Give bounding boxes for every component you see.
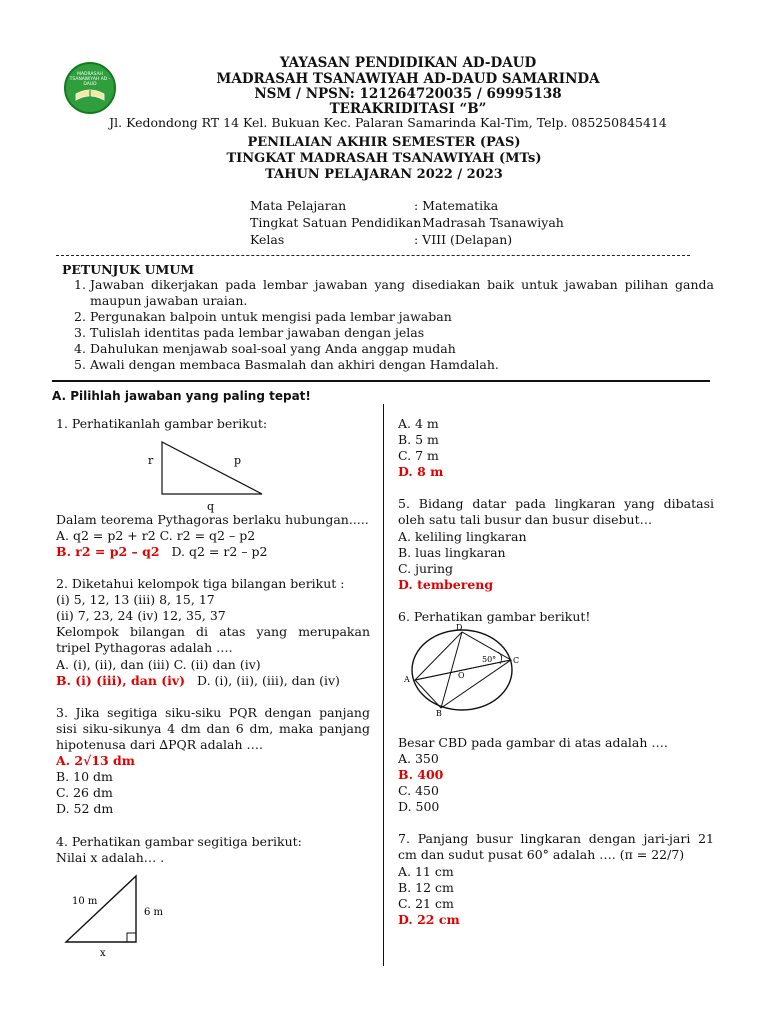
exam-title-3: TAHUN PELAJARAN 2022 / 2023 (265, 167, 503, 182)
info-value: : Matematika (414, 198, 499, 213)
q2-option-d: D. (i), (ii), (iii), dan (iv) (197, 673, 340, 688)
exam-title-2: TINGKAT MADRASAH TSANAWIYAH (MTs) (226, 151, 542, 166)
q6-stem: Besar CBD pada gambar di atas adalah …. (398, 735, 668, 750)
nsm-npsn: NSM / NPSN: 121264720035 / 69995138 (254, 86, 562, 102)
q5-stem: 5. Bidang datar pada lingkaran yang dibatasi oleh satu tali busur dan busur disebut… (398, 496, 714, 527)
instruction-item (74, 277, 714, 309)
q5-option-c: C. juring (398, 561, 454, 576)
q1-correct-answer: B. r2 = p2 – q2 (56, 544, 160, 559)
q1-prompt: 1. Perhatikanlah gambar berikut: (56, 416, 268, 431)
instruction-number: 1. (74, 277, 86, 292)
q1-label-q: q (207, 500, 215, 513)
q3-correct-answer: A. 2√13 dm (56, 753, 136, 768)
q4-label-hyp: 10 m (72, 896, 98, 907)
school-logo (64, 62, 116, 114)
info-label: Mata Pelajaran (250, 198, 347, 213)
q6-label-b: B (436, 709, 442, 716)
q2-prompt: 2. Diketahui kelompok tiga bilangan berikut : (56, 576, 345, 591)
q2-set-2: (ii) 7, 23, 24 (iv) 12, 35, 37 (56, 608, 226, 623)
q7-option-c: C. 21 cm (398, 896, 454, 911)
q6-label-d: D (456, 624, 463, 632)
instructions-heading: PETUNJUK UMUM (62, 262, 195, 277)
q4-option-b: B. 5 m (398, 432, 439, 447)
q7-stem: 7. Panjang busur lingkaran dengan jari-jari 21 cm dan sudut pusat 60° adalah …. (π = 22/7) (398, 831, 714, 862)
q4-option-c: C. 7 m (398, 448, 439, 463)
q7-correct-answer: D. 22 cm (398, 912, 460, 927)
book-icon (66, 64, 114, 112)
org-name: YAYASAN PENDIDIKAN AD-DAUD (279, 55, 537, 71)
q4-stem: Nilai x adalah… . (56, 850, 165, 865)
q6-prompt: 6. Perhatikan gambar berikut! (398, 609, 591, 624)
q2-options-bd (56, 673, 340, 689)
q6-label-c: C (513, 656, 520, 665)
q7-option-a: A. 11 cm (398, 864, 454, 879)
q5-option-b: B. luas lingkaran (398, 545, 506, 560)
q4-label-base: x (100, 948, 106, 959)
q1-stem: Dalam teorema Pythagoras berlaku hubungan..... (56, 512, 369, 527)
q6-option-a: A. 350 (398, 751, 439, 766)
school-address: Jl. Kedondong RT 14 Kel. Bukuan Kec. Palaran Samarinda Kal-Tim, Telp. 085250845414 (109, 115, 667, 130)
info-value: : Madrasah Tsanawiyah (414, 215, 564, 230)
exam-title-1: PENILAIAN AKHIR SEMESTER (PAS) (247, 135, 521, 150)
q3-option-b: B. 10 dm (56, 769, 113, 784)
q3-stem: 3. Jika segitiga siku-siku PQR dengan panjang sisi siku-sikunya 4 dm dan 6 dm, maka panjang hipotenusa dari ∆PQR adalah …. (56, 705, 370, 752)
accreditation: TERAKRIDITASI “B” (329, 101, 487, 117)
q2-correct-answer: B. (i) (iii), dan (iv) (56, 673, 186, 688)
instruction-number: 2. (74, 309, 86, 324)
info-value: : VIII (Delapan) (414, 232, 513, 247)
instruction-text: Awali dengan membaca Basmalah dan akhiri dengan Hamdalah. (90, 357, 499, 372)
q6-label-o: O (458, 671, 465, 680)
instruction-number: 4. (74, 341, 86, 356)
q2-set-1: (i) 5, 12, 13 (iii) 8, 15, 17 (56, 592, 215, 607)
q6-angle-label: 50° (482, 655, 497, 664)
instruction-text: Jawaban dikerjakan pada lembar jawaban yang disediakan baik untuk jawaban pilihan ganda maupun jawaban uraian. (90, 277, 714, 308)
q1-options-ac: A. q2 = p2 + r2 C. r2 = q2 – p2 (56, 528, 256, 543)
q6-circle-figure (398, 624, 528, 716)
dashed-divider (56, 255, 690, 256)
info-label: Kelas (250, 232, 285, 247)
instruction-number: 3. (74, 325, 86, 340)
q1-options-bd (56, 544, 267, 560)
q4-label-side: 6 m (144, 907, 164, 918)
instruction-text: Dahulukan menjawab soal-soal yang Anda anggap mudah (90, 341, 456, 356)
q6-correct-answer: B. 400 (398, 767, 444, 782)
q5-correct-answer: D. tembereng (398, 577, 494, 592)
q4-triangle-figure (64, 870, 184, 960)
q1-option-d: D. q2 = r2 – p2 (171, 544, 268, 559)
q6-option-c: C. 450 (398, 783, 439, 798)
q4-option-a: A. 4 m (398, 416, 439, 431)
q6-label-a: A (404, 675, 410, 684)
q1-triangle-figure (140, 436, 270, 514)
q3-option-c: C. 26 dm (56, 785, 113, 800)
instruction-text: Tulislah identitas pada lembar jawaban dengan jelas (90, 325, 425, 340)
q4-prompt: 4. Perhatikan gambar segitiga berikut: (56, 834, 302, 849)
q2-stem: Kelompok bilangan di atas yang merupakan tripel Pythagoras adalah …. (56, 624, 370, 655)
school-name: MADRASAH TSANAWIYAH AD-DAUD SAMARINDA (216, 71, 600, 87)
q2-options-ac: A. (i), (ii), dan (iii) C. (ii) dan (iv) (56, 657, 261, 672)
logo-text: MADRASAH TSANAWIYAH AD - DAUD (69, 72, 111, 87)
section-divider (52, 380, 710, 382)
q7-option-b: B. 12 cm (398, 880, 454, 895)
q4-correct-answer: D. 8 m (398, 464, 444, 479)
q1-label-r: r (148, 454, 154, 467)
q6-option-d: D. 500 (398, 799, 440, 814)
section-a-heading: A. Pilihlah jawaban yang paling tepat! (52, 389, 311, 403)
column-divider (383, 404, 384, 966)
q1-label-p: p (234, 454, 242, 467)
info-label: Tingkat Satuan Pendidikan (250, 215, 422, 230)
q5-option-a: A. keliling lingkaran (398, 529, 527, 544)
q3-option-d: D. 52 dm (56, 801, 114, 816)
instruction-number: 5. (74, 357, 86, 372)
instruction-text: Pergunakan balpoin untuk mengisi pada lembar jawaban (90, 309, 452, 324)
